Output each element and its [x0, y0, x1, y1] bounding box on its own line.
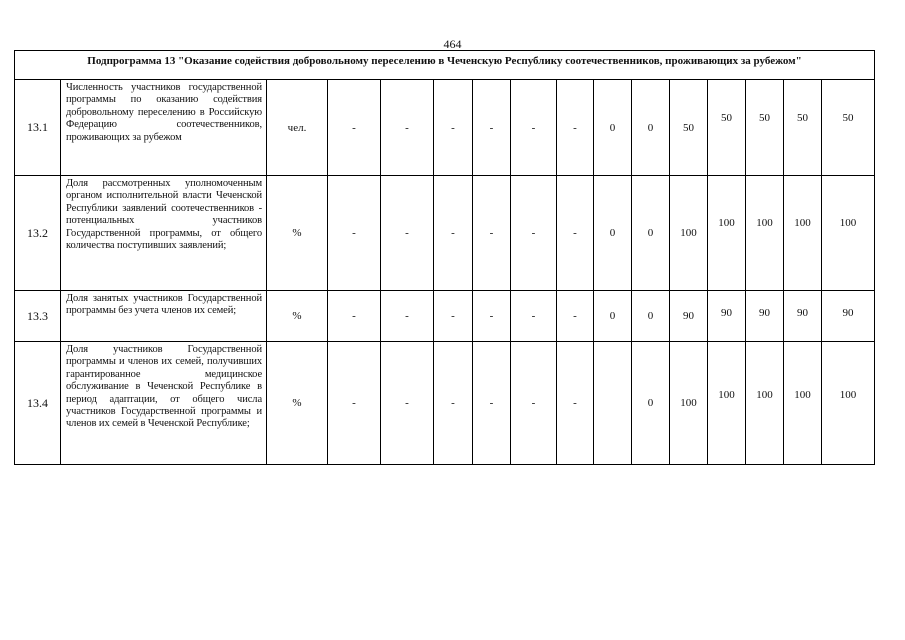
page-number: 464	[443, 37, 462, 51]
value-cell: 0	[594, 80, 632, 176]
value-cell: -	[434, 80, 473, 176]
value-cell: -	[328, 176, 381, 291]
value-cell	[594, 342, 632, 465]
value-cell: 100	[822, 342, 875, 465]
value-cell: 90	[670, 291, 708, 342]
indicator-description: Доля участников Государственной программы и членов их семей, получивших гарантированное медицинское обслуживание в Чеченской Республике в период адаптации, от общего числа участников Государственной программы и членов их семей в Чеченской Республике;	[61, 342, 267, 465]
value-cell: -	[557, 80, 594, 176]
value-cell: 100	[746, 342, 784, 465]
value-cell: -	[434, 176, 473, 291]
value-cell: 50	[708, 80, 746, 176]
value-cell: -	[328, 80, 381, 176]
value-cell: -	[381, 80, 434, 176]
value-cell: -	[557, 176, 594, 291]
indicator-description: Доля рассмотренных уполномоченным органом исполнительной власти Чеченской Республики заявлений соотечественников - потенциальных участников Государственной программы, от общего количества поступивших заявлений;	[61, 176, 267, 291]
value-cell: -	[381, 291, 434, 342]
value-cell: 100	[746, 176, 784, 291]
value-cell: -	[434, 342, 473, 465]
value-cell: 50	[746, 80, 784, 176]
value-cell: -	[473, 80, 511, 176]
value-cell: -	[511, 342, 557, 465]
indicator-description: Доля занятых участников Государственной программы без учета членов их семей;	[61, 291, 267, 342]
value-cell: -	[381, 176, 434, 291]
value-cell: 50	[822, 80, 875, 176]
unit-cell: %	[267, 342, 328, 465]
value-cell: -	[434, 291, 473, 342]
row-number: 13.4	[15, 342, 61, 465]
value-cell: 100	[784, 176, 822, 291]
value-cell: 0	[632, 291, 670, 342]
unit-cell: %	[267, 176, 328, 291]
value-cell: 90	[746, 291, 784, 342]
unit-cell: %	[267, 291, 328, 342]
unit-cell: чел.	[267, 80, 328, 176]
value-cell: 0	[632, 342, 670, 465]
value-cell: 100	[784, 342, 822, 465]
indicators-table	[14, 50, 875, 465]
row-number: 13.3	[15, 291, 61, 342]
value-cell: 0	[594, 176, 632, 291]
value-cell: -	[473, 291, 511, 342]
value-cell: -	[328, 342, 381, 465]
value-cell: -	[473, 176, 511, 291]
value-cell: 0	[594, 291, 632, 342]
value-cell: 90	[822, 291, 875, 342]
value-cell: 100	[708, 176, 746, 291]
value-cell: -	[328, 291, 381, 342]
indicator-description: Численность участников государственной программы по оказанию содействия добровольному переселению в Российскую Федерацию соотечественников, проживающих за рубежом	[61, 80, 267, 176]
value-cell: -	[557, 342, 594, 465]
value-cell: -	[473, 342, 511, 465]
table-row	[15, 80, 875, 176]
value-cell: 100	[708, 342, 746, 465]
value-cell: 50	[784, 80, 822, 176]
table-row	[15, 291, 875, 342]
value-cell: -	[511, 80, 557, 176]
value-cell: 90	[708, 291, 746, 342]
row-number: 13.2	[15, 176, 61, 291]
value-cell: 0	[632, 176, 670, 291]
value-cell: 0	[632, 80, 670, 176]
table-row	[15, 176, 875, 291]
value-cell: 100	[670, 342, 708, 465]
value-cell: -	[511, 291, 557, 342]
subprogram-title: Подпрограмма 13 "Оказание содействия добровольному переселению в Чеченскую Республику соотечественников, проживающих за рубежом"	[15, 51, 875, 80]
table-row	[15, 342, 875, 465]
value-cell: 90	[784, 291, 822, 342]
value-cell: -	[381, 342, 434, 465]
row-number: 13.1	[15, 80, 61, 176]
value-cell: 100	[670, 176, 708, 291]
value-cell: 50	[670, 80, 708, 176]
value-cell: -	[511, 176, 557, 291]
value-cell: -	[557, 291, 594, 342]
value-cell: 100	[822, 176, 875, 291]
